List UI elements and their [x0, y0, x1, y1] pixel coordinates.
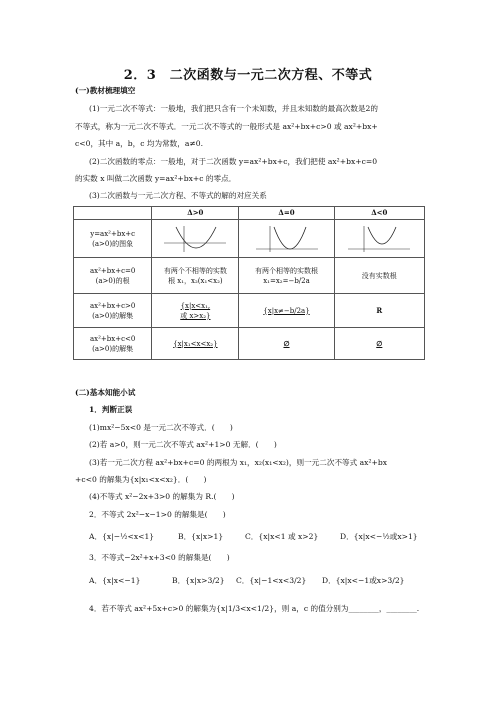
question3-option-c: C．{x|−1<x<3/2}: [236, 576, 307, 585]
para1-line3: c<0，其中 a，b，c 均为常数，a≠0.: [75, 139, 203, 148]
question2-option-b: B．{x|x>1}: [178, 532, 224, 541]
question2-option-d: D．{x|x<−½或x>1}: [340, 532, 418, 541]
question3-option-a: A．{x|x<−1}: [89, 576, 141, 585]
page-title: 2．3 二次函数与一元二次方程、不等式: [123, 68, 373, 83]
table-header-empty: [74, 207, 152, 220]
graph-two-roots: [152, 220, 239, 258]
cell-lt-equal-roots: ∅: [239, 328, 334, 360]
question2-option-a: A．{x|−½<x<1}: [89, 532, 155, 541]
cell-equal-roots: 有两个相等的实数根 x₁=x₂=−b/2a: [239, 258, 334, 294]
row-graph-label: y=ax²+bx+c (a>0)的图象: [74, 220, 152, 258]
cell-two-roots: 有两个不相等的实数 根 x₁，x₂(x₁<x₂): [152, 258, 239, 294]
cell-lt-no-roots: ∅: [334, 328, 424, 360]
question1-item3-line1: (3)若一元二次方程 ax²+bx+c=0 的两根为 x₁，x₂(x₁<x₂)，则一元二次不等式 ax²+bx: [89, 458, 388, 467]
question2-option-c: C．{x|x<1 或 x>2}: [245, 532, 319, 541]
question1-item4: (4)不等式 x²−2x+3>0 的解集为 R.( ): [89, 492, 235, 501]
cell-gt-two-roots: {x|x<x₁, 或 x>x₂}: [152, 294, 239, 328]
para3: (3)二次函数与一元二次方程、不等式的解的对应关系: [89, 191, 267, 200]
question1-item1: (1)mx²−5x<0 是一元二次不等式．( ): [89, 423, 233, 432]
question4: 4．若不等式 ax²+5x+c>0 的解集为{x|1/3<x<1/2}，则 a，c 的值分别为________，________.: [89, 604, 420, 613]
question1-title: 1．判断正误: [89, 405, 133, 414]
question1-item2: (2)若 a>0，则一元二次不等式 ax²+1>0 无解．( ): [89, 440, 277, 449]
parabola-no-root-graph: [346, 225, 412, 253]
para2-line2: 的实数 x 叫做二次函数 y=ax²+bx+c 的零点．: [75, 174, 237, 183]
question3-option-d: D．{x|x<−1或x>3/2}: [322, 576, 405, 585]
question3: 3．不等式−2x²+x+3<0 的解集是( ): [89, 553, 230, 562]
row-lt-label: ax²+bx+c<0 (a>0)的解集: [74, 328, 152, 360]
parabola-one-root-graph: [254, 225, 320, 253]
cell-no-roots: 没有实数根: [334, 258, 424, 294]
section1-heading: (一)教材梳理填空: [75, 86, 136, 95]
parabola-two-roots-graph: [162, 225, 228, 253]
row-roots-label: ax²+bx+c=0 (a>0)的根: [74, 258, 152, 294]
relation-table: [73, 206, 425, 360]
graph-one-root: [239, 220, 334, 258]
para2-line1: (2)二次函数的零点：一般地，对于二次函数 y=ax²+bx+c，我们把使 ax²+bx+c=0: [89, 157, 378, 166]
graph-no-root: [334, 220, 424, 258]
row-gt-label: ax²+bx+c>0 (a>0)的解集: [74, 294, 152, 328]
cell-gt-no-roots: R: [334, 294, 424, 328]
table-header-delta-neg: Δ<0: [334, 207, 424, 220]
question2: 2．不等式 2x²−x−1>0 的解集是( ): [89, 510, 226, 519]
section2-heading: (二)基本知能小试: [75, 388, 136, 397]
question1-item3-line2: +c<0 的解集为{x|x₁<x<x₂}．( ): [75, 475, 207, 484]
para1-line2: 不等式，称为一元二次不等式．一元二次不等式的一般形式是 ax²+bx+c>0 或 ax²+bx+: [75, 122, 378, 131]
table-header-delta-pos: Δ>0: [152, 207, 239, 220]
cell-lt-two-roots: {x|x₁<x<x₂}: [152, 328, 239, 360]
question3-option-b: B．{x|x>3/2}: [172, 576, 225, 585]
para1-line1: (1)一元二次不等式：一般地，我们把只含有一个未知数，并且未知数的最高次数是2的: [89, 104, 378, 113]
cell-gt-equal-roots: {x|x≠−b/2a}: [239, 294, 334, 328]
table-header-delta-zero: Δ=0: [239, 207, 334, 220]
